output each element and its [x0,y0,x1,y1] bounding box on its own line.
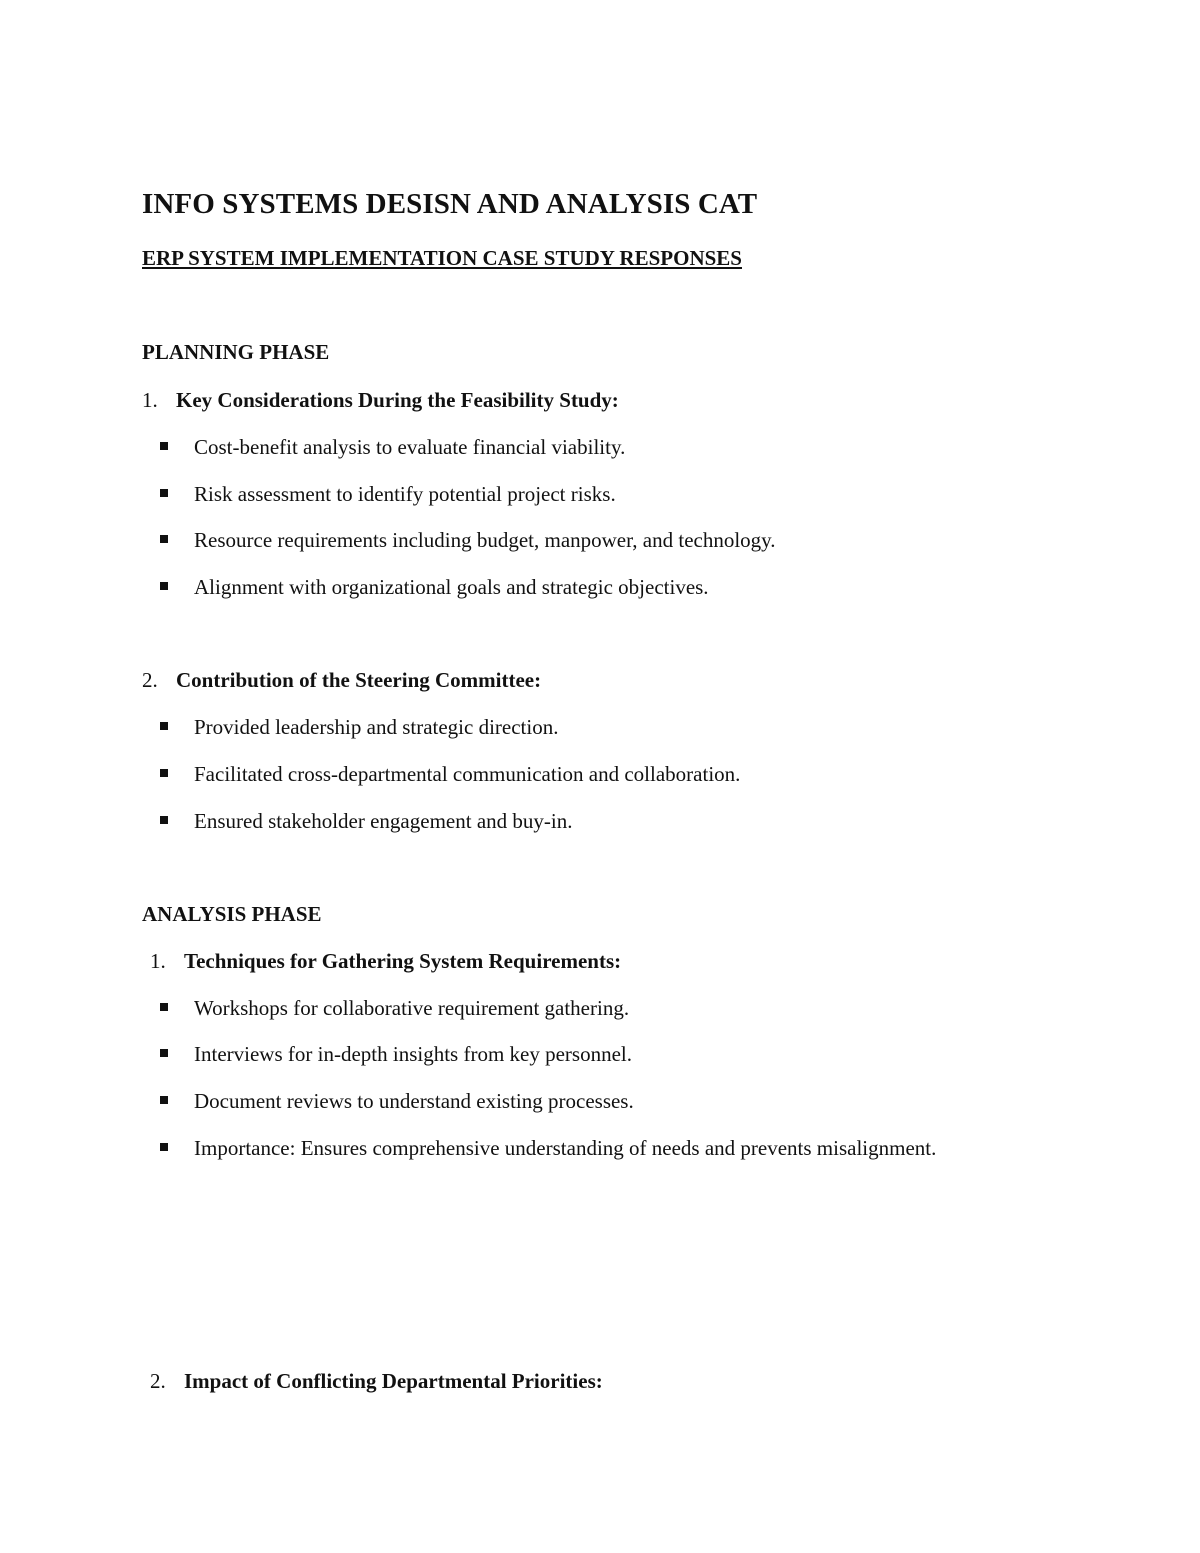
square-bullet-icon [160,769,168,777]
list-item-text: Facilitated cross-departmental communication and collaboration. [194,762,741,786]
list-item [160,715,558,740]
list-item [160,482,616,507]
analysis-phase-heading: ANALYSIS PHASE [142,902,322,926]
square-bullet-icon [160,1049,168,1057]
question-number: 2. [150,1369,166,1393]
square-bullet-icon [160,722,168,730]
question-text: Key Considerations During the Feasibility Study: [176,388,619,412]
square-bullet-icon [160,535,168,543]
list-item-text: Importance: Ensures comprehensive understanding of needs and prevents misalignment. [194,1136,937,1160]
list-item-text: Workshops for collaborative requirement gathering. [194,996,630,1020]
list-item-text: Interviews for in-depth insights from key personnel. [194,1042,632,1066]
analysis-question-1 [150,949,621,974]
list-item-text: Ensured stakeholder engagement and buy-in. [194,809,573,833]
question-number: 1. [150,949,166,973]
square-bullet-icon [160,582,168,590]
question-number: 1. [142,388,158,412]
list-item [160,528,776,553]
square-bullet-icon [160,1096,168,1104]
list-item-text: Resource requirements including budget, manpower, and technology. [194,528,776,552]
list-item [160,809,572,834]
square-bullet-icon [160,489,168,497]
list-item [160,762,740,787]
document-subtitle: ERP SYSTEM IMPLEMENTATION CASE STUDY RESPONSES [142,246,742,270]
list-item [160,996,629,1021]
planning-question-2 [142,668,541,693]
question-number: 2. [142,668,158,692]
list-item-text: Document reviews to understand existing processes. [194,1089,634,1113]
planning-phase-heading: PLANNING PHASE [142,340,330,364]
list-item [160,1042,632,1067]
list-item [160,1136,936,1161]
analysis-question-2 [150,1369,603,1394]
question-text: Techniques for Gathering System Requirements: [184,949,622,973]
list-item [160,575,709,600]
list-item [160,1089,634,1114]
square-bullet-icon [160,442,168,450]
question-text: Impact of Conflicting Departmental Priorities: [184,1369,603,1393]
document-title: INFO SYSTEMS DESISN AND ANALYSIS CAT [142,188,758,220]
list-item-text: Provided leadership and strategic direction. [194,715,559,739]
question-text: Contribution of the Steering Committee: [176,668,542,692]
planning-question-1 [142,388,619,413]
list-item-text: Cost-benefit analysis to evaluate financial viability. [194,435,626,459]
square-bullet-icon [160,1143,168,1151]
square-bullet-icon [160,1003,168,1011]
square-bullet-icon [160,816,168,824]
list-item [160,435,625,460]
list-item-text: Alignment with organizational goals and strategic objectives. [194,575,709,599]
list-item-text: Risk assessment to identify potential project risks. [194,482,616,506]
